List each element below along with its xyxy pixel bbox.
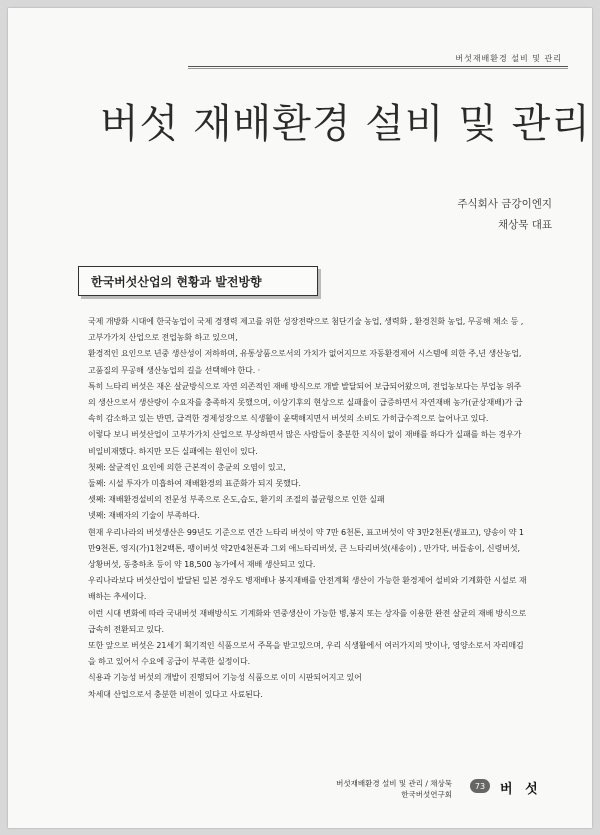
list-item: 둘째: 시설 투자가 미흡하여 재배환경의 표준화가 되지 못했다.: [88, 479, 301, 489]
author-name: 채상묵 대표: [497, 219, 552, 231]
section-heading-box: [78, 266, 318, 296]
paragraph: 이렇다 보니 버섯산업이 고부가가치 산업으로 부상하면서 많은 사람들이 충분한 지식이 없이 재배를 하다가 실패를 하는 경우가 비일비재했다. 하지만 모든 실패에는 원인이 있다.: [88, 430, 522, 456]
page-number: 73: [470, 779, 490, 793]
page-title: 버섯 재배환경 설비 및 관리: [100, 101, 591, 147]
paragraph: 또한 앞으로 버섯은 21세기 획기적인 식품으로서 주목을 받고있으며, 우리 식생활에서 여러가지의 맛이나, 영양소로서 자리매김을 하고 있어서 수요에 공급이 부족한 실정이다.: [88, 641, 524, 667]
paragraph: 특히 느타리 버섯은 재온 살균방식으로 자연 의존적인 재배 방식으로 개발 발달되어 보급되어왔으며, 전업농보다는 부업농 위주의 생산으로서 생산량이 수요자를 충족하지 못했으며, 이상기후의 현상으로 실패율이 급증하면서 자연재배 농가(균상재배)가 급속히 감소하고 있는 반면, 급격한 경제성장으로 식생활이 윤택해지면서 버섯의 소비도 가히급수적으로 늘어나고 있다.: [88, 381, 523, 424]
paragraph: 식용과 기능성 버섯의 개발이 진행되어 기능성 식품으로 이미 시판되어지고 있어: [88, 673, 362, 683]
header-divider: [188, 66, 568, 67]
list-item: 셋째: 재배환경설비의 전문성 부족으로 온도,습도, 환기의 조절의 불균형으로 인한 실패: [88, 495, 385, 505]
section-heading: 한국버섯산업의 현황과 발전방향: [91, 274, 262, 289]
footer-brand: 버 섯: [500, 782, 542, 797]
footer-line-2: 한국버섯연구회: [401, 790, 452, 799]
paragraph: 우리나라보다 버섯산업이 발달된 일본 경우도 병재배나 봉지재배를 안전계획 생산이 가능한 환경제어 설비와 기계화한 시설로 재배하는 추세이다.: [88, 576, 527, 602]
footer-line-1: 버섯재배환경 설비 및 관리 / 채상묵: [336, 779, 452, 788]
paragraph: 국제 개방화 시대에 한국농업이 국제 경쟁력 제고를 위한 성장전략으로 첨단기술 농업, 생력화 , 환경친화 농업, 무공해 채소 등 , 고부가가치 산업으로 전업농화 하고 있으며,: [88, 317, 524, 343]
running-header: 버섯재배환경 설비 및 관리: [455, 54, 562, 63]
body-text: [88, 314, 528, 703]
author-affiliation: 주식회사 금강이엔지: [457, 198, 552, 210]
list-item: 첫째: 살균적인 요인에 의한 근본적이 총균의 오염이 있고,: [88, 462, 286, 472]
author-block: [457, 194, 552, 236]
paragraph: 차세대 산업으로서 충분한 비젼이 있다고 사료된다.: [88, 689, 263, 699]
footer-citation: [336, 778, 452, 800]
paragraph: 현재 우리나라의 버섯생산은 99년도 기준으로 연간 느타리 버섯이 약 7만 6천톤, 표고버섯이 약 3만2천톤(생표고), 양송이 약 1만9천톤, 영지(가)1천2백톤, 팽이버섯 약2만4천톤과 그외 애느타리버섯, 큰 느타리버섯(새송이) , 만가닥, 버들송이, 신령버섯, 상황버섯, 동충하초 등이 약 18,500 농가에서 재배 생산되고 있다.: [88, 527, 524, 570]
paragraph: 환경적인 요인으로 년중 생산성이 저하하며, 유통상품으로서의 가치가 없어지므로 자동환경제어 시스템에 의한 주,년 생산농업, 고품질의 무공해 생산농업의 길을 선택해야 한다. ·: [88, 349, 522, 375]
list-item: 넷째: 재배자의 기술이 부족하다.: [88, 511, 200, 521]
paragraph: 이런 시대 변화에 따라 국내버섯 재배방식도 기계화와 연중생산이 가능한 병,봉지 또는 상자를 이용한 완전 살균의 재배 방식으로 급속히 전환되고 있다.: [88, 608, 527, 634]
document-page: [8, 8, 592, 828]
